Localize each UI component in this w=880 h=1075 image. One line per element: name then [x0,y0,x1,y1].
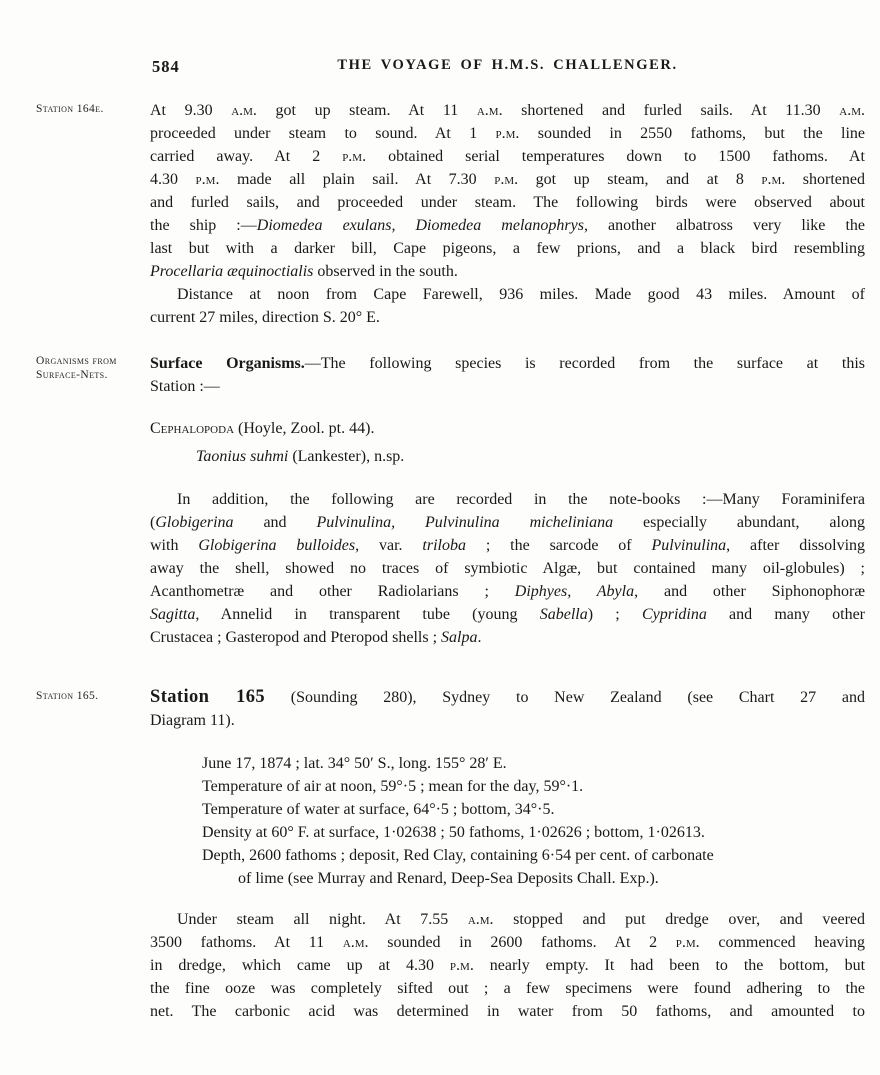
text-line: Crustacea ; Gasteropod and Pteropod shells ; Salpa. [150,629,482,646]
text-line: Depth, 2600 fathoms ; deposit, Red Clay, containing 6·54 per cent. of carbonate [202,847,714,864]
para-under-steam [150,908,865,1023]
text-line: Distance at noon from Cape Farewell, 936 miles. Made good 43 miles. Amount of [177,286,865,303]
text-line: Station 165 (Sounding 280), Sydney to New Zealand (see Chart 27 and [150,687,865,707]
text-line: 4.30 p.m. made all plain sail. At 7.30 p.m. got up steam, and at 8 p.m. shortened [150,171,866,188]
text-line: last but with a darker bill, Cape pigeons, a few prions, and a black bird resembling [150,240,865,257]
text-line: in dredge, which came up at 4.30 p.m. nearly empty. It had been to the bottom, but [150,957,866,974]
text-line: Acanthometræ and other Radiolarians ; Diphyes, Abyla, and other Siphonophoræ [150,583,866,600]
block-station-observations [150,752,865,890]
text-line: Temperature of air at noon, 59°·5 ; mean for the day, 59°·1. [202,778,584,795]
text-line: Diagram 11). [150,712,235,729]
running-header [150,57,865,77]
line-taonius [150,445,865,468]
text-line: proceeded under steam to sound. At 1 p.m. sounded in 2550 fathoms, but the line [150,125,865,142]
line-cephalopoda [150,417,865,440]
text-line: Taonius suhmi (Lankester), n.sp. [196,448,405,465]
text-line: net. The carbonic acid was determined in water from 50 fathoms, and amounted to [150,1003,865,1020]
text-line: Density at 60° F. at surface, 1·02638 ; 50 fathoms, 1·02626 ; bottom, 1·02613. [202,824,705,841]
para-in-addition [150,488,865,649]
text-line: Station :— [150,378,220,395]
text-line: (Globigerina and Pulvinulina, Pulvinulina micheliniana especially abundant, along [150,514,865,531]
margin-note: Station 165. [36,690,99,702]
text-line: Sagitta, Annelid in transparent tube (young Sabella) ; Cypridina and many other [150,606,866,623]
text-line: Under steam all night. At 7.55 a.m. stopped and put dredge over, and veered [177,911,866,928]
para-station-165 [36,686,865,732]
text-column [36,99,866,1023]
text-line: June 17, 1874 ; lat. 34° 50′ S., long. 155° 28′ E. [202,755,507,772]
text-line: At 9.30 a.m. got up steam. At 11 a.m. shortened and furled sails. At 11.30 a.m. [150,102,865,119]
text-line: with Globigerina bulloides, var. triloba ; the sarcode of Pulvinulina, after dissolving [150,537,866,554]
text-line: away the shell, showed no traces of symbiotic Algæ, but contained many oil-globules) ; [150,560,865,577]
text-line: of lime (see Murray and Renard, Deep-Sea Deposits Chall. Exp.). [238,870,659,887]
text-line: Cephalopoda (Hoyle, Zool. pt. 44). [150,420,375,437]
text-line: Surface Organisms.—The following species is recorded from the surface at this [150,355,865,372]
text-line: carried away. At 2 p.m. obtained serial temperatures down to 1500 fathoms. At [150,148,865,165]
text-line: the fine ooze was completely sifted out ; a few specimens were found adhering to the [150,980,865,997]
text-line: and furled sails, and proceeded under steam. The following birds were observed about [150,194,865,211]
para-distance [150,283,865,329]
text-line: In addition, the following are recorded in the note-books :—Many Foraminifera [177,491,865,508]
text-line: Temperature of water at surface, 64°·5 ; bottom, 34°·5. [202,801,555,818]
text-line: 3500 fathoms. At 11 a.m. sounded in 2600 fathoms. At 2 p.m. commenced heaving [150,934,866,951]
para-station-164e [36,99,866,283]
running-title: THE VOYAGE OF H.M.S. CHALLENGER. [337,57,678,73]
text-line: current 27 miles, direction S. 20° E. [150,309,380,326]
page-number: 584 [152,57,180,76]
text-line: Procellaria æquinoctialis observed in the south. [150,263,458,280]
margin-note: Organisms from Surface-Nets. [36,355,117,381]
margin-note: Station 164e. [36,103,104,115]
text-line: the ship :—Diomedea exulans, Diomedea melanophrys, another albatross very like the [150,217,866,234]
para-surface-organisms [36,352,865,398]
